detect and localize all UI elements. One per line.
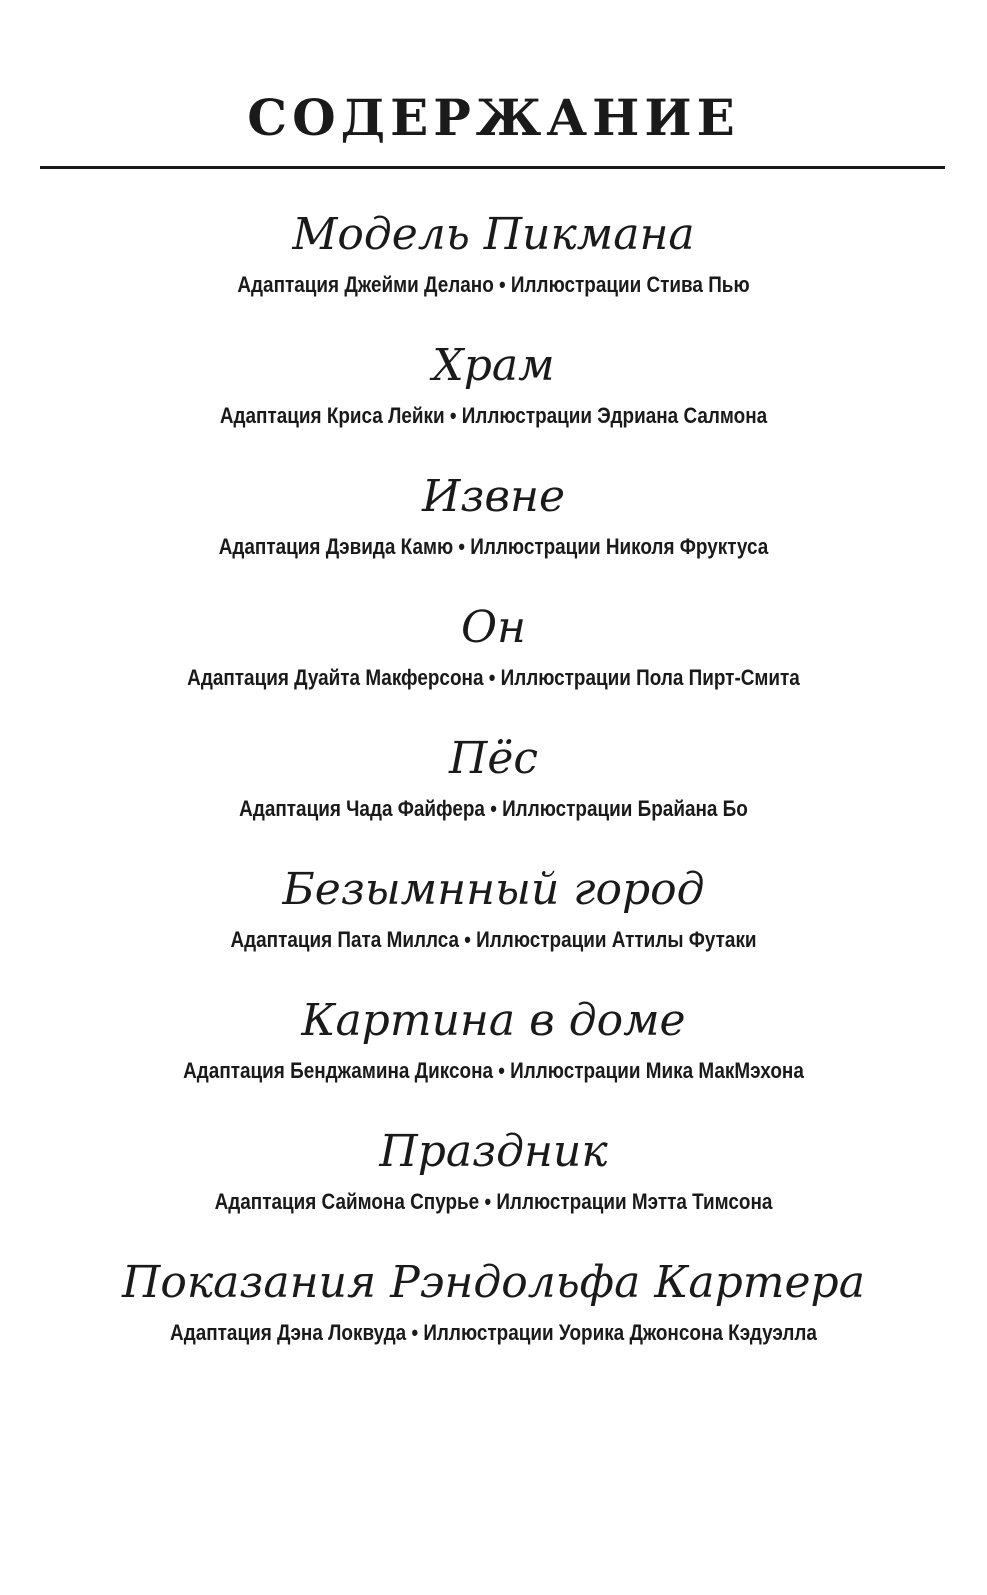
toc-entry[interactable] (0, 860, 987, 954)
toc-entry[interactable] (0, 467, 987, 561)
story-title: Картина в доме (301, 995, 686, 1046)
toc-entry[interactable] (0, 598, 987, 692)
toc-entry[interactable] (0, 991, 987, 1085)
story-title: Праздник (379, 1126, 608, 1177)
story-credits: Адаптация Саймона Спурье • Иллюстрации Мэтта Тимсона (214, 1189, 773, 1214)
story-title: Он (460, 602, 527, 653)
toc-entry[interactable] (0, 336, 987, 430)
story-credits: Адаптация Криса Лейки • Иллюстрации Эдриана Салмона (219, 403, 768, 428)
story-credits: Адаптация Бенджамина Диксона • Иллюстрации Мика МакМэхона (183, 1058, 804, 1083)
story-title: Модель Пикмана (292, 209, 695, 260)
toc-entry[interactable] (0, 205, 987, 299)
story-title: Показания Рэндольфа Картера (122, 1257, 865, 1308)
title-divider (40, 166, 945, 169)
story-title: Пёс (448, 733, 539, 784)
story-title: Безымнный город (282, 864, 705, 915)
story-credits: Адаптация Чада Файфера • Иллюстрации Брайана Бо (239, 796, 748, 821)
toc-entry[interactable] (0, 1122, 987, 1216)
story-credits: Адаптация Пата Миллса • Иллюстрации Аттилы Футаки (230, 927, 757, 952)
page-title: СОДЕРЖАНИЕ (247, 88, 740, 147)
story-credits: Адаптация Джейми Делано • Иллюстрации Стива Пью (237, 272, 750, 297)
toc-entry[interactable] (0, 729, 987, 823)
story-credits: Адаптация Дэна Локвуда • Иллюстрации Уорика Джонсона Кэдуэлла (170, 1320, 817, 1345)
story-title: Храм (432, 340, 555, 391)
story-credits: Адаптация Дэвида Камю • Иллюстрации Николя Фруктуса (218, 534, 769, 559)
toc-entry[interactable] (0, 1253, 987, 1347)
story-credits: Адаптация Дуайта Макферсона • Иллюстрации Пола Пирт-Смита (187, 665, 800, 690)
story-title: Извне (422, 471, 565, 522)
